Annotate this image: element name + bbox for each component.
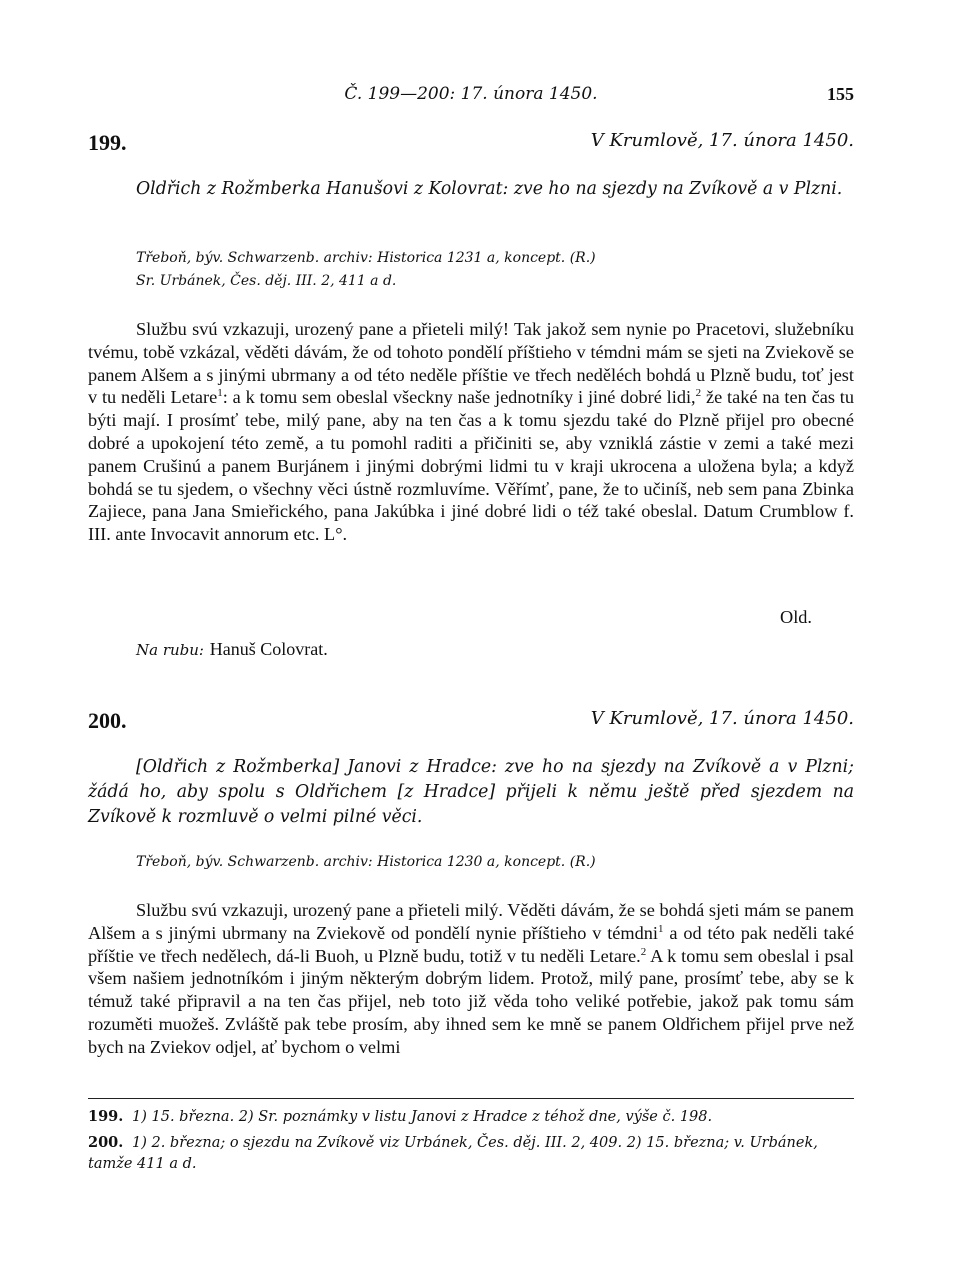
doc-199-archive-line-1: Třeboň, býv. Schwarzenb. archiv: Historica 1231 a, koncept. (R.) [136,250,596,266]
doc-200-place-date: V Krumlově, 17. února 1450. [590,708,854,729]
footnote-mark: 1 [658,922,664,935]
doc-199-regest: Oldřich z Rožmberka Hanušovi z Kolovrat: zve ho na sjezdy na Zvíkově a v Plzni. [136,179,843,199]
verso-text: Hanuš Colovrat. [209,639,328,659]
doc-199-archive [136,247,596,293]
doc-199-verso [136,639,328,660]
doc-200-body-part-3: A k tomu sem obeslal i psal všem našiem jednotníkóm i jiným některým dobrým lidem. Protož, milý pane, prosímť tebe, aby se k témuž také připravil a na ten čas přijel, neb toto již věda toho veliké potřebie, jakož pak tomu sám rozuměti muožeš. Zvláště pak tebe prosím, aby ihned sem ke mně se panem Oldřichem přijel prve než bych na Zviekov odjel, ať bychom o velmi [88,945,854,1057]
footnote-mark: 2 [695,387,702,400]
doc-200-archive [136,851,596,874]
doc-200-archive-line-1: Třeboň, býv. Schwarzenb. archiv: Historica 1230 a, koncept. (R.) [136,854,596,870]
footnote-200 [88,1132,854,1175]
footnote-number: 200. [88,1134,124,1151]
footnote-mark: 2 [640,945,647,958]
doc-200-regest: [Oldřich z Rožmberka] Janovi z Hradce: zve ho na sjezdy na Zvíkově a v Plzni; žádá ho, aby spolu s Oldřichem [z Hradce] přijeli k němu ještě před sjezdem na Zvíkově k rozmluvě o velmi pilné věci. [88,757,854,827]
verso-label: Na rubu: [136,641,204,659]
footnote-mark: 1 [217,387,223,400]
doc-199-number: 199. [88,130,127,155]
footnote-text: 1) 15. března. 2) Sr. poznámky v listu Janovi z Hradce z téhož dne, výše č. 198. [132,1109,713,1125]
doc-199-body-part-1: Službu svú vzkazuji, urozený pane a přieteli milý! Tak jakož sem nynie po Pracetovi, služebníku tvému, tobě vzkázal, věděti dávám, že od tohoto pondělí příštieho v témdni mám se sjeti na Zviekově se panem Alšem a s jinými ubrmany a od této neděle příštie ve třech neděléch bohdá u Plzně budu, toť jest v tu neděli Letare [88,319,854,408]
doc-200-number: 200. [88,708,127,733]
doc-199-body-part-2: : a k tomu sem obeslal všeckny naše jednotníky i jiné dobré lidi, [222,387,696,408]
running-title: Č. 199—200: 17. února 1450. [344,84,598,104]
doc-199-header [88,130,854,158]
page-number: 155 [827,84,854,104]
doc-199-body [88,318,854,546]
doc-199-place-date: V Krumlově, 17. února 1450. [590,130,854,151]
running-head [88,84,854,112]
footnote-199 [88,1106,854,1128]
doc-199-signature: Old. [780,607,812,627]
footnote-divider [88,1098,854,1099]
doc-200-header [88,708,854,736]
doc-199-archive-line-2: Sr. Urbánek, Čes. děj. III. 2, 411 a d. [136,273,397,289]
footnote-number: 199. [88,1108,124,1125]
doc-200-body-part-2: a od této pak neděli také příštie ve třech nedělech, dá-li Buoh, u Plzně budu, totiž v tu neděli Letare. [88,922,855,966]
doc-199-body-part-3: že také na ten čas tu býti mají. I prosímť tebe, milý pane, aby na ten čas a k tomu sjezdu také do Plzně přijel pro obecné dobré a upokojení této země, a tu pomohl raditi a přičiniti se, aby vzniklá zástie v zemi a také mezi panem Crušinú a panem Burjánem i jinými dobrými lidmi tu v kraji ukrocena a uložena byla; a když bohdá se tu sjedem, o všechny věci ústně rozmluvíme. Věřímť, pane, že to učiníš, neb sem pana Zbinka Zajiece, pana Jana Smieřického, pana Jakúbka i jiné dobré lidi o též také obeslal. Datum Crumblow f. III. ante Invocavit annorum etc. L°. [88,387,854,545]
doc-200-body [88,899,854,1059]
doc-200-body-part-1: Službu svú vzkazuji, urozený pane a přieteli milý. Věděti dávám, že se bohdá sjeti mám se panem Alšem a s jinými ubrmany na Zviekově od pondělí nynie příštieho v témdni [88,900,854,943]
footnote-text: 1) 2. března; o sjezdu na Zvíkově viz Urbánek, Čes. děj. III. 2, 409. 2) 15. března; v. Urbánek, tamže 411 a d. [88,1135,818,1172]
